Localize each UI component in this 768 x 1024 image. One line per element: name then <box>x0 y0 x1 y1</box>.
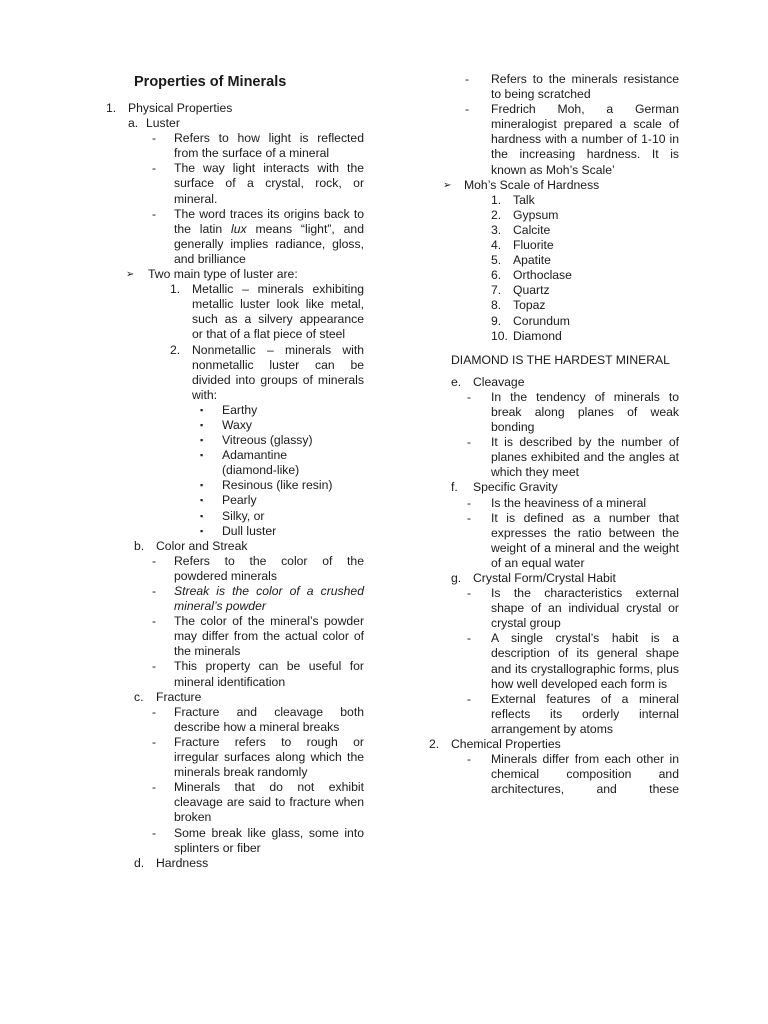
list-item: - It is defined as a number that expresses the ratio between the weight of a mineral and the weight of an equal water <box>467 510 679 570</box>
list-item: ▪ Dull luster <box>200 523 277 538</box>
arrow-bullet-icon: ➢ <box>443 179 452 191</box>
square-bullet-icon: ▪ <box>200 419 204 430</box>
page-title: Properties of Minerals <box>134 74 287 90</box>
list-item: - The word traces its origins back to the latin lux means “light”, and generally implies radiance, gloss, and brilliance <box>152 206 364 266</box>
list-item: - Some break like glass, some into splinters or fiber <box>152 825 364 855</box>
list-item: - Streak is the color of a crushed mineral’s powder <box>152 584 364 614</box>
list-item: 2. Gypsum <box>491 207 559 222</box>
list-item: - The color of the mineral’s powder may differ from the actual color of the minerals <box>152 614 364 659</box>
square-bullet-icon: ▪ <box>200 510 204 521</box>
luster-types: ➢ Two main type of luster are: <box>126 267 298 282</box>
hardest-mineral-note: DIAMOND IS THE HARDEST MINERAL <box>451 352 670 367</box>
square-bullet-icon: ▪ <box>200 480 204 491</box>
list-item: ▪ Pearly <box>200 493 257 508</box>
list-item: - Refers to how light is reflected from the surface of a mineral <box>152 131 364 161</box>
square-bullet-icon: ▪ <box>200 495 204 506</box>
moh-scale-heading: ➢ Moh’s Scale of Hardness <box>443 177 600 192</box>
list-item: 1. Talk <box>491 192 535 207</box>
subsection-cleavage: e. Cleavage <box>451 374 525 389</box>
list-item: ▪ Resinous (like resin) <box>200 478 333 493</box>
list-item: - Refers to the minerals resistance to being scratched <box>465 72 679 102</box>
list-item: - External features of a mineral reflects its orderly internal arrangement by atoms <box>467 691 679 736</box>
list-item: 1. Metallic – minerals exhibiting metallic luster look like metal, such as a silvery appearance or that of a flat piece of steel <box>170 282 364 342</box>
list-item: - A single crystal’s habit is a description of its general shape and its crystallographic forms, plus how well developed each form is <box>467 631 679 691</box>
subsection-specific-gravity: f. Specific Gravity <box>451 480 558 495</box>
list-item: - It is described by the number of planes exhibited and the angles at which they meet <box>467 435 679 480</box>
list-item: - Fredrich Moh, a German mineralogist prepared a scale of hardness with a number of 1-10 in the increasing hardness. It is known as Moh’s Scale’ <box>465 102 679 177</box>
list-item: - Fracture and cleavage both describe how a mineral breaks <box>152 704 364 734</box>
list-item: - Fracture refers to rough or irregular surfaces along which the minerals break randomly <box>152 734 364 780</box>
section-heading: Physical Properties <box>128 101 233 115</box>
list-item: - Is the characteristics external shape of an individual crystal or crystal group <box>467 586 679 631</box>
list-item: - Minerals differ from each other in chemical composition and architectures, and these <box>467 752 679 797</box>
subsection-crystal-form: g. Crystal Form/Crystal Habit <box>451 571 616 585</box>
list-item: 8. Topaz <box>491 298 546 313</box>
list-item: 6. Orthoclase <box>491 268 572 283</box>
list-item: - Refers to the color of the powdered minerals <box>152 553 364 583</box>
list-item: 7. Quartz <box>491 283 550 298</box>
list-item: 5. Apatite <box>491 253 551 268</box>
subsection-fracture: c. Fracture <box>134 689 202 704</box>
list-item: - In the tendency of minerals to break along planes of weak bonding <box>467 389 679 435</box>
left-column <box>106 72 364 871</box>
arrow-bullet-icon: ➢ <box>126 269 135 281</box>
right-column <box>415 72 679 797</box>
list-item: - Minerals that do not exhibit cleavage are said to fracture when broken <box>152 780 364 825</box>
list-item: 10. Diamond <box>491 328 562 343</box>
list-item: - The way light interacts with the surface of a crystal, rock, or mineral. <box>152 161 364 206</box>
square-bullet-icon: ▪ <box>200 435 204 446</box>
list-item: 9. Corundum <box>491 313 570 328</box>
subsection-hardness: d. Hardness <box>134 855 209 870</box>
list-item: 2. Nonmetallic – minerals with nonmetallic luster can be divided into groups of minerals with: <box>170 342 364 402</box>
section-physical: 1. Physical Properties <box>106 101 364 116</box>
square-bullet-icon: ▪ <box>200 450 204 461</box>
list-item: 4. Fluorite <box>491 238 554 253</box>
list-item: ▪ Silky, or <box>200 508 265 523</box>
list-item: ▪ Adamantine (diamond-like) <box>200 448 300 478</box>
square-bullet-icon: ▪ <box>200 525 204 536</box>
square-bullet-icon: ▪ <box>200 404 204 415</box>
list-item: - Is the heaviness of a mineral <box>467 495 647 510</box>
list-item: 3. Calcite <box>491 222 551 237</box>
subsection-color-streak: b. Color and Streak <box>134 538 248 553</box>
list-item: ▪ Waxy <box>200 417 253 432</box>
subsection-luster: a. Luster <box>128 116 180 131</box>
list-item: ▪ Earthy <box>200 402 258 417</box>
section-heading: Chemical Properties <box>451 737 561 752</box>
section-chemical: 2. Chemical Properties <box>415 737 679 752</box>
list-item: ▪ Vitreous (glassy) <box>200 433 313 448</box>
list-item: - This property can be useful for mineral identification <box>152 659 364 689</box>
